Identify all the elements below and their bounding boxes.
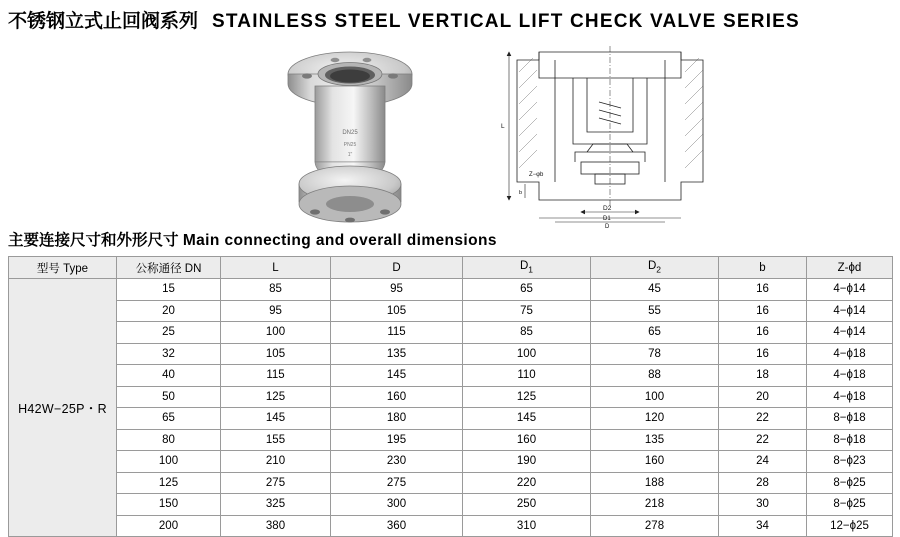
header-dn-cn: 公称通径	[135, 260, 182, 275]
cell-zd: 8−ϕ18	[807, 408, 893, 430]
cell-d1: 65	[463, 279, 591, 301]
cell-zd: 12−ϕ25	[807, 515, 893, 537]
cell-zd: 8−ϕ25	[807, 472, 893, 494]
header-dn-en: DN	[184, 262, 202, 275]
valve-photo	[255, 34, 445, 220]
cell-b: 30	[719, 494, 807, 516]
cell-zd: 4−ϕ14	[807, 279, 893, 301]
cell-d1: 110	[463, 365, 591, 387]
cell-l: 115	[221, 365, 331, 387]
cell-d2: 135	[591, 429, 719, 451]
cell-l: 105	[221, 343, 331, 365]
cell-d2: 55	[591, 300, 719, 322]
table-row	[9, 429, 893, 451]
cell-zd: 4−ϕ14	[807, 322, 893, 344]
svg-text:PN25: PN25	[343, 142, 357, 148]
cell-l: 155	[221, 429, 331, 451]
cell-d1: 160	[463, 429, 591, 451]
table-row	[9, 494, 893, 516]
cell-zd: 8−ϕ23	[807, 451, 893, 473]
table-row	[9, 451, 893, 473]
cell-b: 24	[719, 451, 807, 473]
table-row	[9, 408, 893, 430]
section-heading-en: Main connecting and overall dimensions	[182, 232, 497, 249]
cell-dn: 32	[117, 343, 221, 365]
cell-b: 20	[719, 386, 807, 408]
dimensions-table	[8, 256, 893, 537]
cell-zd: 4−ϕ18	[807, 365, 893, 387]
cell-dn: 200	[117, 515, 221, 537]
cell-d2: 88	[591, 365, 719, 387]
cell-l: 380	[221, 515, 331, 537]
cell-l: 125	[221, 386, 331, 408]
cell-d: 360	[331, 515, 463, 537]
cell-b: 22	[719, 408, 807, 430]
cell-l: 95	[221, 300, 331, 322]
cell-d2: 160	[591, 451, 719, 473]
cell-zd: 8−ϕ18	[807, 429, 893, 451]
table-row	[9, 343, 893, 365]
header-l: L	[221, 257, 331, 279]
cell-d: 105	[331, 300, 463, 322]
valve-section-drawing	[495, 32, 725, 230]
cell-l: 210	[221, 451, 331, 473]
cell-d: 275	[331, 472, 463, 494]
cell-d2: 278	[591, 515, 719, 537]
cell-dn: 80	[117, 429, 221, 451]
cell-d: 95	[331, 279, 463, 301]
page-title-en: STAINLESS STEEL VERTICAL LIFT CHECK VALVE SERIES	[212, 11, 800, 32]
cell-d1: 100	[463, 343, 591, 365]
cell-zd: 4−ϕ18	[807, 343, 893, 365]
cell-d1: 250	[463, 494, 591, 516]
cell-d: 135	[331, 343, 463, 365]
cell-d2: 218	[591, 494, 719, 516]
cell-d1: 125	[463, 386, 591, 408]
cell-zd: 4−ϕ14	[807, 300, 893, 322]
svg-text:Z−φb: Z−φb	[529, 172, 544, 178]
cell-l: 325	[221, 494, 331, 516]
cell-d2: 45	[591, 279, 719, 301]
cell-d: 230	[331, 451, 463, 473]
svg-text:DN25: DN25	[342, 130, 358, 136]
header-type-en: Type	[63, 262, 89, 275]
table-row	[9, 322, 893, 344]
cell-d2: 100	[591, 386, 719, 408]
cell-d: 195	[331, 429, 463, 451]
cell-zd: 4−ϕ18	[807, 386, 893, 408]
cell-dn: 65	[117, 408, 221, 430]
table-row	[9, 279, 893, 301]
cell-b: 16	[719, 343, 807, 365]
header-zd: Z-ϕd	[807, 257, 893, 279]
cell-d1: 310	[463, 515, 591, 537]
svg-text:1": 1"	[347, 152, 353, 158]
cell-d1: 145	[463, 408, 591, 430]
table-row	[9, 472, 893, 494]
table-row	[9, 515, 893, 537]
page-title-cn: 不锈钢立式止回阀系列	[8, 10, 199, 32]
cell-b: 28	[719, 472, 807, 494]
cell-d1: 190	[463, 451, 591, 473]
cell-d: 160	[331, 386, 463, 408]
header-dn	[117, 257, 221, 279]
cell-dn: 40	[117, 365, 221, 387]
header-d1: $D_1$	[463, 257, 591, 279]
cell-l: 85	[221, 279, 331, 301]
table-row	[9, 300, 893, 322]
cell-b: 16	[719, 300, 807, 322]
cell-b: 16	[719, 322, 807, 344]
cell-b: 18	[719, 365, 807, 387]
header-type	[9, 257, 117, 279]
svg-text:D2: D2	[603, 205, 612, 212]
cell-b: 34	[719, 515, 807, 537]
cell-d2: 188	[591, 472, 719, 494]
header-type-cn: 型号	[36, 260, 60, 275]
svg-text:D1: D1	[603, 216, 611, 222]
table-row	[9, 386, 893, 408]
dimensions-table-wrapper	[8, 256, 892, 537]
cell-dn: 50	[117, 386, 221, 408]
cell-dn: 150	[117, 494, 221, 516]
cell-d1: 75	[463, 300, 591, 322]
cell-type: H42W−25P・R	[9, 279, 117, 537]
figures-area	[0, 32, 900, 230]
table-header-row	[9, 257, 893, 279]
svg-text:b: b	[519, 190, 523, 196]
cell-d2: 120	[591, 408, 719, 430]
header-d2: $D_2$	[591, 257, 719, 279]
svg-text:D: D	[605, 224, 610, 230]
cell-l: 275	[221, 472, 331, 494]
cell-d1: 220	[463, 472, 591, 494]
cell-dn: 25	[117, 322, 221, 344]
header-d: D	[331, 257, 463, 279]
header-b: b	[719, 257, 807, 279]
cell-dn: 100	[117, 451, 221, 473]
cell-d1: 85	[463, 322, 591, 344]
cell-d: 145	[331, 365, 463, 387]
cell-dn: 125	[117, 472, 221, 494]
cell-b: 22	[719, 429, 807, 451]
cell-dn: 20	[117, 300, 221, 322]
section-heading-cn: 主要连接尺寸和外形尺寸	[8, 231, 179, 249]
cell-dn: 15	[117, 279, 221, 301]
svg-text:L: L	[501, 123, 505, 130]
cell-d2: 78	[591, 343, 719, 365]
cell-zd: 8−ϕ25	[807, 494, 893, 516]
cell-d: 300	[331, 494, 463, 516]
cell-l: 100	[221, 322, 331, 344]
cell-d2: 65	[591, 322, 719, 344]
cell-d: 180	[331, 408, 463, 430]
cell-l: 145	[221, 408, 331, 430]
cell-b: 16	[719, 279, 807, 301]
cell-d: 115	[331, 322, 463, 344]
table-row	[9, 365, 893, 387]
table-body	[9, 279, 893, 537]
page-title	[8, 6, 892, 33]
section-heading	[8, 228, 497, 250]
